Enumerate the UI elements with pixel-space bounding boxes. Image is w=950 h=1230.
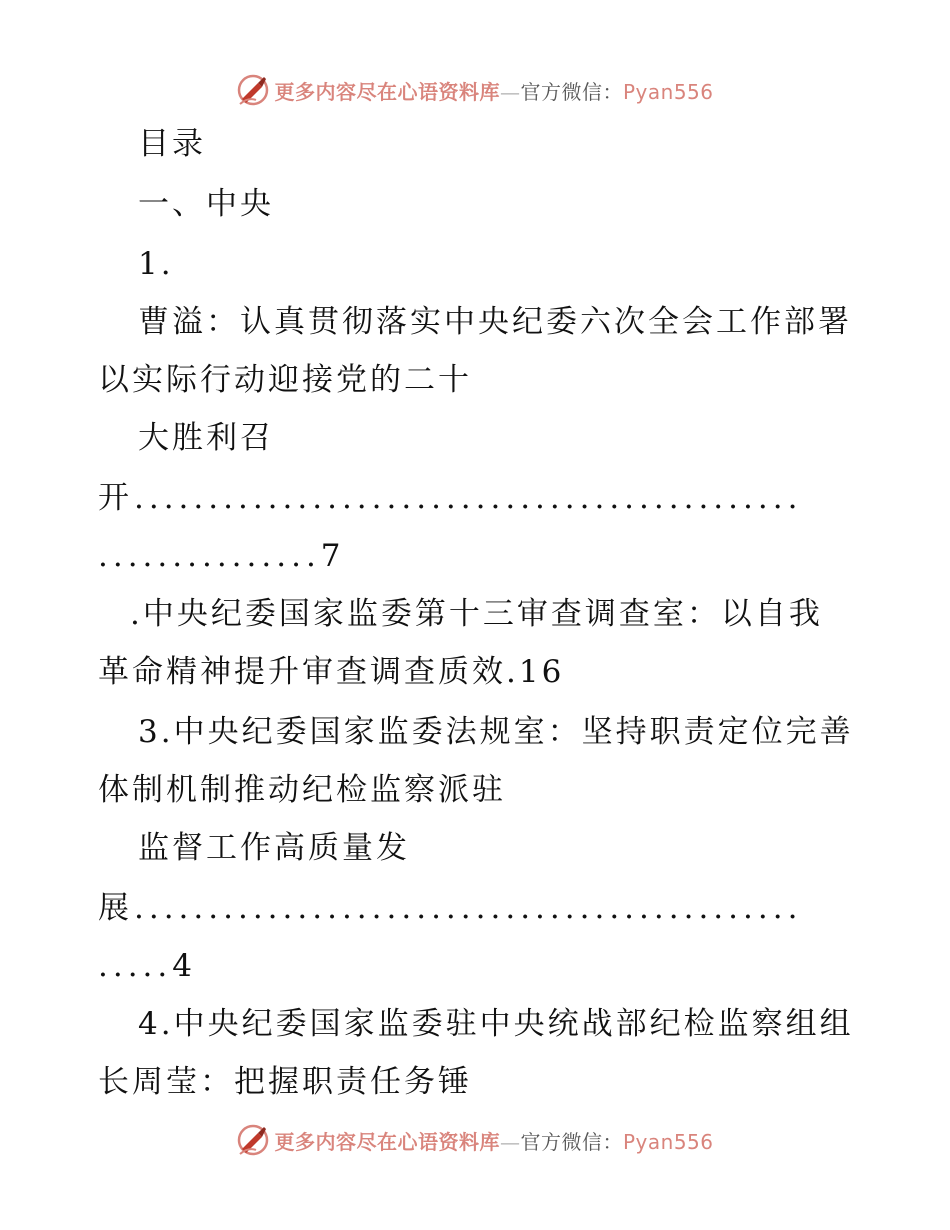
footer-watermark: [0, 1120, 950, 1160]
toc-item-1-line-2: 以实际行动迎接党的二十: [98, 362, 472, 398]
toc-item-1-number: 1.: [138, 246, 174, 282]
toc-item-3-line-3: 监督工作高质量发: [138, 830, 410, 866]
toc-item-4-line-1: 4.中央纪委国家监委驻中央统战部纪检监察组组: [138, 1006, 854, 1042]
watermark-wechat-id: Pyan556: [622, 79, 714, 104]
watermark-wechat-label: 官方微信：: [520, 79, 623, 104]
watermark-wechat-label: 官方微信：: [520, 1129, 623, 1154]
watermark-dash: —: [499, 79, 521, 104]
toc-item-1-page: ...............7: [98, 538, 346, 574]
toc-title: 目录: [138, 126, 206, 162]
toc-item-4-line-2: 长周莹：把握职责任务锤: [98, 1064, 472, 1100]
pen-logo-icon: [236, 73, 270, 107]
toc-section-heading: 一、中央: [138, 186, 274, 222]
toc-item-3-page: .....4: [98, 948, 197, 984]
toc-item-2-line-2: 革命精神提升审查调查质效.16: [98, 654, 565, 690]
toc-item-2-line-1: .中央纪委国家监委第十三审查调查室：以自我: [130, 596, 823, 632]
watermark-dash: —: [499, 1129, 521, 1154]
watermark-wechat-id: Pyan556: [622, 1129, 714, 1154]
toc-item-3-leader: 展.............................................: [98, 890, 803, 926]
pen-logo-icon: [236, 1123, 270, 1157]
toc-item-3-line-1: 3.中央纪委国家监委法规室：坚持职责定位完善: [138, 714, 854, 750]
watermark-main-text: 更多内容尽在心语资料库: [274, 79, 500, 104]
toc-item-1-line-1: 曹溢：认真贯彻落实中央纪委六次全会工作部署: [138, 304, 852, 340]
toc-item-1-line-3: 大胜利召: [138, 420, 274, 456]
watermark-main-text: 更多内容尽在心语资料库: [274, 1129, 500, 1154]
toc-item-3-line-2: 体制机制推动纪检监察派驻: [98, 772, 506, 808]
header-watermark: [0, 70, 950, 110]
toc-item-1-leader: 开.............................................: [98, 480, 803, 516]
